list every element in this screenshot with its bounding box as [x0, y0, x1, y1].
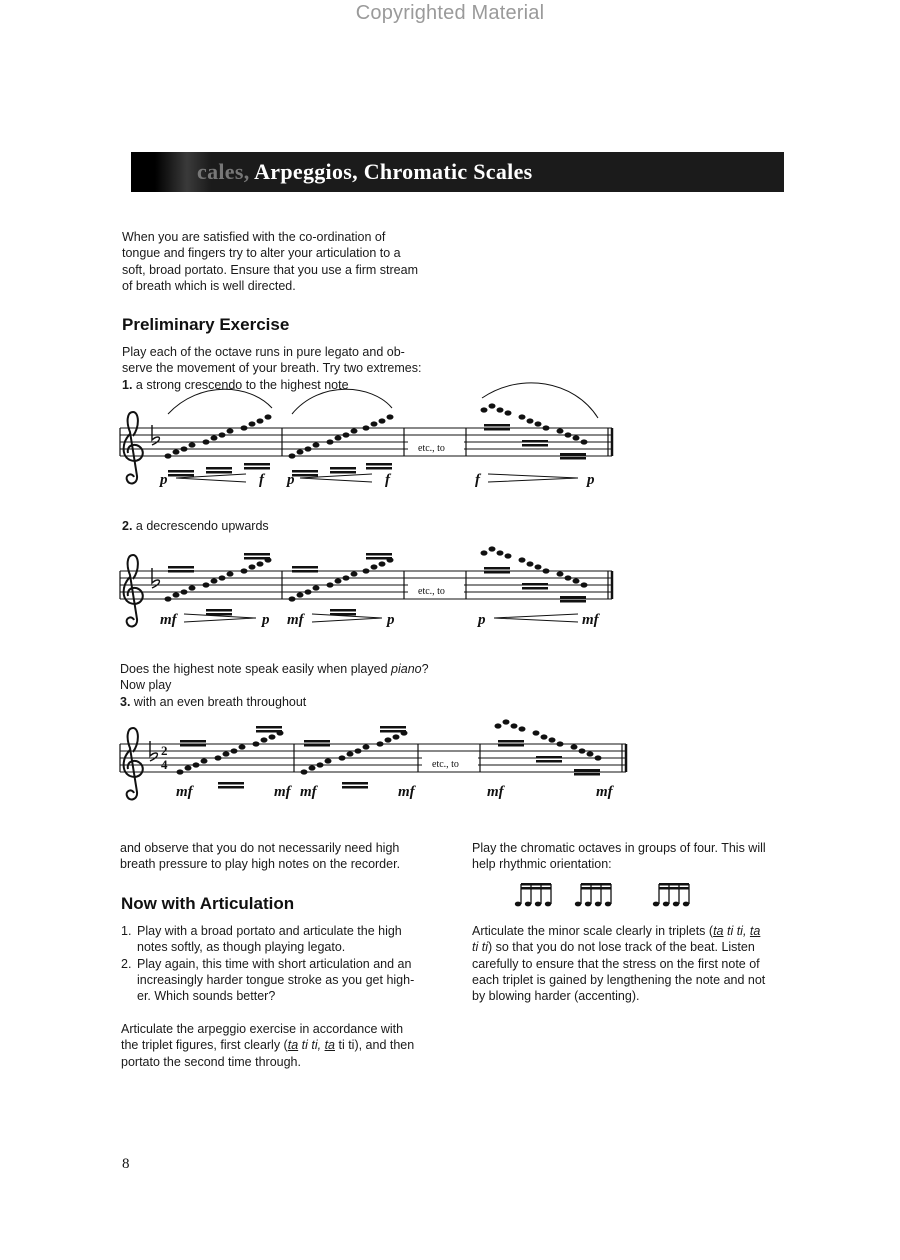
- treble-clef-icon: [124, 728, 143, 799]
- question-mark: ?: [421, 662, 429, 676]
- list-line: notes softly, as though playing legato.: [137, 940, 346, 955]
- music-system-3: [120, 719, 626, 800]
- item-text: with an even breath throughout: [133, 694, 307, 709]
- rhythm-group-2: [575, 883, 611, 906]
- chromatic-line: Play the chromatic octaves in groups of four. This will: [472, 841, 766, 855]
- list-item: [121, 923, 451, 956]
- time-signature-top: 2: [161, 743, 168, 758]
- treble-clef-icon: [124, 412, 143, 483]
- minor-line: by blowing harder (accenting).: [472, 989, 640, 1004]
- arpeggio-line: portato the second time through.: [121, 1054, 301, 1069]
- music-system-2: [120, 546, 612, 628]
- list-line: Play with a broad portato and articulate the high: [137, 924, 402, 938]
- intro-line: tongue and fingers try to alter your articulation to a: [122, 246, 401, 261]
- intro-line: soft, broad portato. Ensure that you use a firm stream: [122, 262, 418, 277]
- minor-line: carefully to ensure that the stress on the first note of: [472, 956, 760, 971]
- list-line: er. Which sounds better?: [137, 989, 276, 1004]
- item-text: a strong crescendo to the highest note: [135, 377, 349, 392]
- dynamic-mark: mf: [287, 612, 304, 628]
- rhythm-group-3: [653, 883, 689, 906]
- dynamic-mark: p: [262, 612, 270, 628]
- now-play: Now play: [120, 678, 172, 693]
- list-line: increasingly harder tongue stroke as you get high-: [137, 972, 415, 987]
- text: ti ti), and then: [335, 1038, 415, 1053]
- dynamic-mark: f: [385, 472, 390, 488]
- item-number: 2.: [122, 519, 133, 533]
- etc-label: etc., to: [432, 759, 459, 770]
- list-line: Play again, this time with short articulation and an: [137, 956, 412, 971]
- syllable-underlined: ta: [713, 924, 724, 938]
- hairpins: [176, 474, 578, 482]
- list-text: [137, 956, 414, 1005]
- etc-label: etc., to: [418, 586, 445, 597]
- dynamic-mark: mf: [398, 784, 415, 800]
- item-text: a decrescendo upwards: [135, 519, 269, 533]
- dynamic-mark: mf: [596, 784, 613, 800]
- music-system-1: [120, 383, 612, 488]
- articulation-list: [121, 923, 451, 1004]
- treble-clef-icon: [124, 555, 143, 626]
- item-number: 1.: [122, 377, 133, 392]
- copyright-watermark: Copyrighted Material: [355, 2, 545, 24]
- list-item: [121, 956, 451, 1005]
- dynamic-mark: f: [475, 472, 480, 488]
- preliminary-line: serve the movement of your breath. Try two extremes:: [122, 361, 422, 376]
- dynamic-mark: mf: [160, 612, 177, 628]
- dynamic-mark: mf: [300, 784, 317, 800]
- chapter-title-main: Arpeggios, Chromatic Scales: [254, 159, 533, 184]
- arpeggio-line: [121, 1037, 414, 1053]
- chromatic-line: help rhythmic orientation:: [472, 857, 612, 872]
- question-italic: piano: [391, 662, 422, 676]
- dynamic-mark: f: [259, 472, 264, 488]
- dynamic-mark: mf: [274, 784, 291, 800]
- minor-line: [472, 923, 765, 939]
- rhythm-groups: [515, 883, 689, 906]
- observe-paragraph: [120, 840, 400, 873]
- slurs: [168, 383, 598, 418]
- observe-line: and observe that you do not necessarily need high: [120, 841, 400, 855]
- time-signature-bottom: 4: [161, 757, 168, 772]
- text: the triplet figures, first clearly (: [121, 1038, 288, 1053]
- dynamic-mark: p: [387, 612, 395, 628]
- dynamic-mark: p: [478, 612, 486, 628]
- minor-line: each triplet is gained by lengthening the note and not: [472, 972, 766, 987]
- articulation-heading: Now with Articulation: [121, 894, 295, 913]
- dynamic-mark: mf: [487, 784, 504, 800]
- arpeggio-line: Articulate the arpeggio exercise in accordance with: [121, 1022, 404, 1036]
- intro-line: When you are satisfied with the co-ordination of: [122, 230, 386, 244]
- note-group: [165, 546, 588, 615]
- dynamic-mark: p: [587, 472, 595, 488]
- page-number: 8: [122, 1156, 130, 1172]
- note-group: [177, 719, 602, 788]
- chromatic-paragraph: [472, 840, 766, 873]
- preliminary-line: Play each of the octave runs in pure legato and ob-: [122, 345, 405, 359]
- list-number: 2.: [121, 956, 132, 971]
- observe-line: breath pressure to play high notes on the recorder.: [120, 857, 401, 872]
- syllable: ti ti: [472, 940, 488, 955]
- rhythm-group-1: [515, 883, 551, 906]
- chapter-title-faded: cales,: [197, 159, 250, 184]
- intro-line: of breath which is well directed.: [122, 278, 296, 293]
- list-number: 1.: [121, 924, 132, 938]
- etc-label: etc., to: [418, 443, 445, 454]
- hairpins: [184, 614, 578, 622]
- preliminary-heading: Preliminary Exercise: [122, 315, 290, 334]
- arpeggio-paragraph: [121, 1021, 414, 1070]
- dynamic-mark: p: [287, 472, 295, 488]
- list-text: [137, 923, 402, 956]
- syllable-underlined: ta: [324, 1038, 335, 1053]
- text: Articulate the minor scale clearly in triplets (: [472, 924, 714, 938]
- syllable-underlined: ta: [287, 1038, 299, 1053]
- syllable-underlined: ta: [749, 924, 761, 938]
- text: ) so that you do not lose track of the beat. Listen: [487, 940, 755, 955]
- minor-scale-paragraph: [472, 923, 765, 1004]
- note-group: [165, 403, 588, 476]
- syllable: ti ti,: [723, 924, 750, 938]
- syllable: ti ti,: [298, 1038, 325, 1053]
- dynamic-mark: p: [160, 472, 168, 488]
- question-text: Does the highest note speak easily when played: [120, 662, 392, 676]
- minor-line: [472, 939, 765, 955]
- dynamic-mark: mf: [582, 612, 599, 628]
- item-number: 3.: [120, 694, 131, 709]
- dynamic-mark: mf: [176, 784, 193, 800]
